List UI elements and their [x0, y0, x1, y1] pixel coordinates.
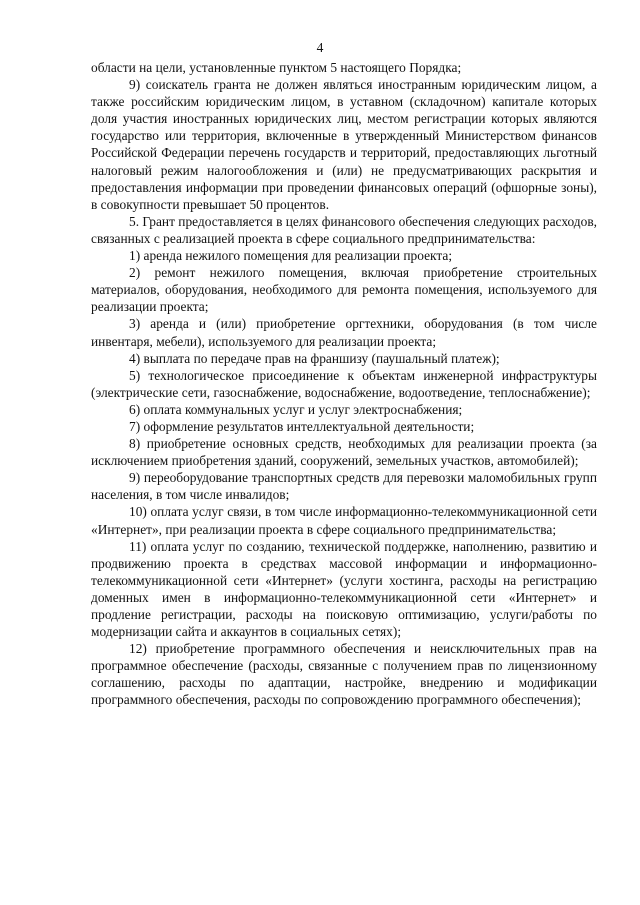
list-item-10: 10) оплата услуг связи, в том числе информационно-телекоммуникационной сети «Интернет», при реализации проекта в сфере социального предпринимательства; — [91, 504, 597, 537]
list-item-2: 2) ремонт нежилого помещения, включая приобретение строительных материалов, оборудования, необходимого для ремонта помещения, используемого для реализации проекта; — [91, 265, 597, 315]
list-item-4: 4) выплата по передаче прав на франшизу (паушальный платеж); — [129, 350, 500, 366]
paragraph-section-5: 5. Грант предоставляется в целях финансового обеспечения следующих расходов, связанных с реализацией проекта в сфере социального предпринимательства: — [91, 213, 597, 246]
list-item-1: 1) аренда нежилого помещения для реализации проекта; — [129, 248, 453, 264]
list-item-6: 6) оплата коммунальных услуг и услуг электроснабжения; — [129, 401, 463, 417]
list-item-5: 5) технологическое присоединение к объектам инженерной инфраструктуры (электрические сети, газоснабжение, водоснабжение, водоотведение, теплоснабжение); — [91, 367, 597, 400]
page-number: 4 — [316, 40, 324, 55]
paragraph-continuation: области на цели, установленные пунктом 5 настоящего Порядка; — [91, 60, 462, 75]
list-item-3: 3) аренда и (или) приобретение оргтехники, оборудования (в том числе инвентаря, мебели), используемого для реализации проекта; — [91, 316, 597, 349]
list-item-8: 8) приобретение основных средств, необходимых для реализации проекта (за исключением приобретения зданий, сооружений, земельных участков, автомобилей); — [91, 436, 597, 469]
paragraph-item-9-requirement: 9) соискатель гранта не должен являться иностранным юридическим лицом, а также российским юридическим лицом, в уставном (складочном) капитале которых доля участия иностранных юридических лиц, местом регистрации которых являются государство или территория, включенные в утвержденный Министерством финансов Российской Федерации перечень государств и территорий, предоставляющих льготный налоговый режим налогообложения и (или) не предусматривающих раскрытия и предоставления информации при проведении финансовых операций (офшорные зоны), в совокупности превышает 50 процентов. — [91, 77, 597, 212]
list-item-12: 12) приобретение программного обеспечения и неисключительных прав на программное обеспечение (расходы, связанные с получением прав по лицензионному соглашению, расходы по адаптации, настройке, внедрению и модификации программного обеспечения, расходы по сопровождению программного обеспечения); — [91, 641, 597, 708]
list-item-11: 11) оплата услуг по созданию, технической поддержке, наполнению, развитию и продвижению проекта в средствах массовой информации и информационно-телекоммуникационной сети «Интернет» (услуги хостинга, расходы на регистрацию доменных имен в информационно-телекоммуникационной сети «Интернет» и продление регистрации, расходы на поисковую оптимизацию, услуги/работы по модернизации сайта и аккаунтов в социальных сетях); — [91, 538, 597, 640]
list-item-9: 9) переоборудование транспортных средств для перевозки маломобильных групп населения, в том числе инвалидов; — [91, 470, 597, 503]
list-item-7: 7) оформление результатов интеллектуальной деятельности; — [129, 418, 475, 434]
document-body — [91, 59, 597, 709]
